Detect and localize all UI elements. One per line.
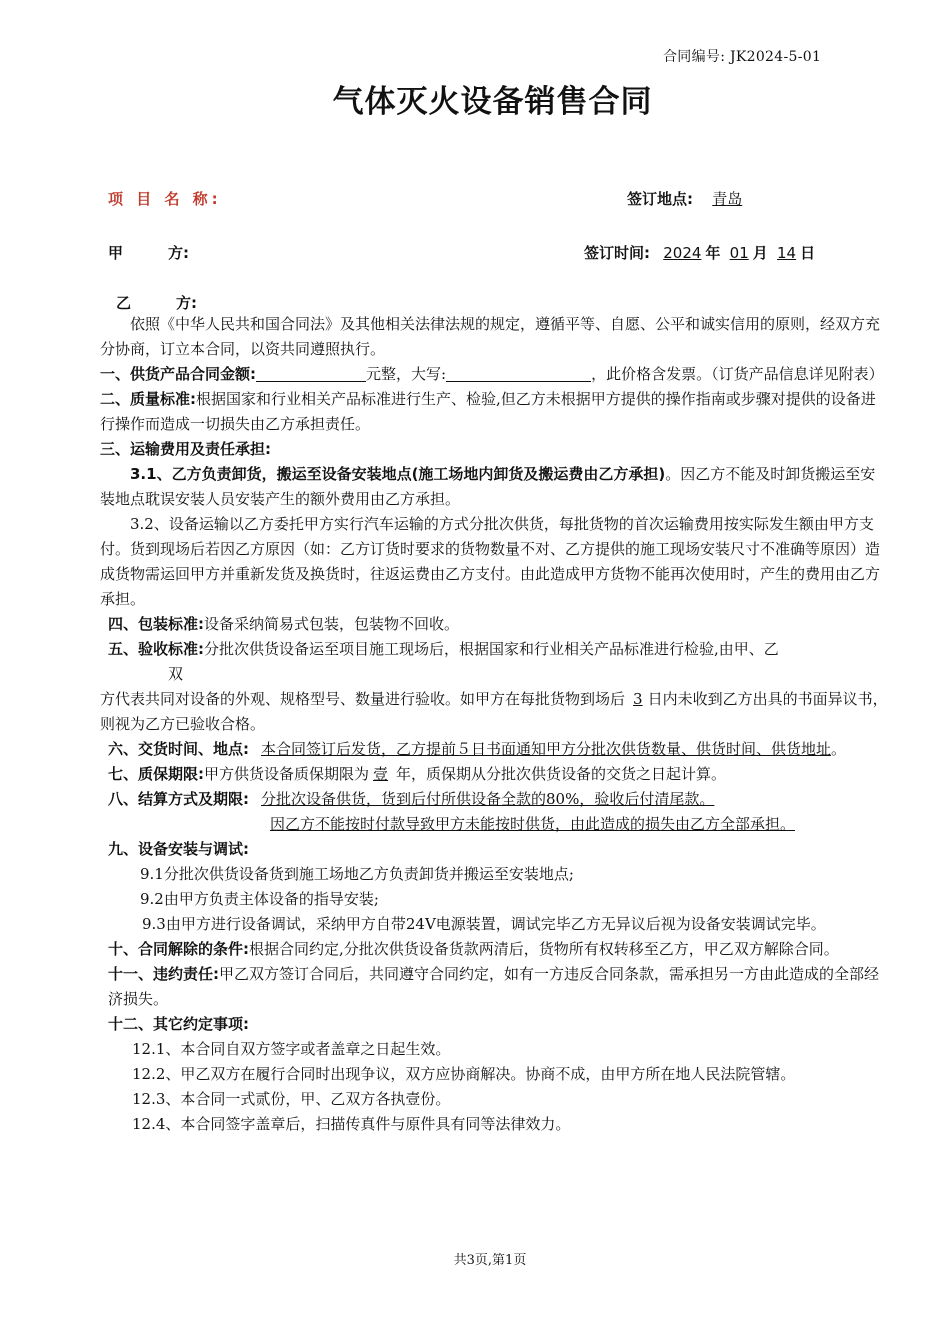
signing-month: 01 <box>729 244 749 262</box>
section-5-text3: 日内未收到乙方出具的书面异议书，则视为乙方已验收合格。 <box>100 690 888 733</box>
section-1 <box>100 362 890 387</box>
section-6-tail: 。 <box>831 740 847 758</box>
section-3-label: 三、运输费用及责任承担: <box>100 440 271 458</box>
signing-time-row <box>584 242 815 263</box>
section-2-text: 根据国家和行业相关产品标准进行生产、检验,但乙方未根据甲方提供的操作指南或步骤对提供的设备进行操作而造成一切损失由乙方承担责任。 <box>100 390 876 433</box>
signing-place-label: 签订地点: <box>627 190 693 208</box>
year-unit: 年 <box>705 244 721 262</box>
section-7-label: 七、质保期限: <box>108 765 204 783</box>
section-5-label: 五、验收标准: <box>108 640 204 658</box>
section-9-label: 九、设备安装与调试: <box>108 840 249 858</box>
section-4-label: 四、包装标准: <box>108 615 204 633</box>
signing-day: 14 <box>777 244 797 262</box>
section-9-3: 9.3由甲方进行设备调试，采纳甲方自带24V电源装置，调试完毕乙方无异议后视为设备安装调试完毕。 <box>142 915 826 933</box>
section-8-label: 八、结算方式及期限: <box>108 790 249 808</box>
section-9-2: 9.2由甲方负责主体设备的指导安装; <box>140 890 379 908</box>
contract-number: 合同编号: JK2024-5-01 <box>663 49 822 65</box>
amount-words-blank <box>446 363 591 382</box>
section-11-label: 十一、违约责任: <box>108 965 219 983</box>
contract-body <box>100 312 890 1137</box>
section-5-wrap: 双 <box>168 665 184 683</box>
section-10-label: 十、合同解除的条件: <box>108 940 249 958</box>
section-7 <box>100 762 890 787</box>
signing-place-row <box>627 188 764 209</box>
section-12-4: 12.4、本合同签字盖章后，扫描传真件与原件具有同等法律效力。 <box>132 1115 571 1133</box>
acceptance-days: 3 <box>633 690 643 708</box>
section-12-2: 12.2、甲乙双方在履行合同时出现争议，双方应协商解决。协商不成，由甲方所在地人民法院管辖。 <box>132 1065 796 1083</box>
section-8-line1: 分批次设备供货，货到后付所供设备全款的80%，验收后付清尾款。 <box>261 790 715 808</box>
section-8 <box>100 787 890 812</box>
section-11 <box>100 962 890 1012</box>
section-1-mid: 元整，大写: <box>366 365 447 383</box>
section-4-text: 设备采纳简易式包装，包装物不回收。 <box>204 615 460 633</box>
section-6-label: 六、交货时间、地点: <box>108 740 249 758</box>
project-name-label: 项 目 名 称: <box>108 190 222 208</box>
section-10 <box>100 937 890 962</box>
section-5-text2: 方代表共同对设备的外观、规格型号、数量进行验收。如甲方在每批货物到场后 <box>100 690 626 708</box>
party-a-label: 甲 方: <box>108 244 189 262</box>
page-title: 气体灭火设备销售合同 <box>332 84 653 120</box>
section-5-text1: 分批次供货设备运至项目施工现场后，根据国家和行业相关产品标准进行检验,由甲、乙 <box>204 640 779 658</box>
section-7-text1: 甲方供货设备质保期限为 <box>204 765 370 783</box>
section-6 <box>100 737 890 762</box>
signing-year: 2024 <box>663 244 702 262</box>
section-3-1-rest: 。因乙方不能及时卸货搬运至安装地点耽误安装人员安装产生的额外费用由乙方承担。 <box>100 465 876 508</box>
section-2-label: 二、质量标准: <box>100 390 196 408</box>
month-unit: 月 <box>752 244 768 262</box>
section-8-line2-row <box>100 812 890 837</box>
amount-blank <box>256 363 366 382</box>
section-5-cont <box>100 687 890 737</box>
section-11-text: 甲乙双方签订合同后，共同遵守合同约定，如有一方违反合同条款，需承担另一方由此造成的全部经济损失。 <box>108 965 880 1008</box>
section-9-1: 9.1分批次供货设备货到施工场地乙方负责卸货并搬运至安装地点; <box>140 865 574 883</box>
section-7-text2: 年，质保期从分批次供货设备的交货之日起计算。 <box>396 765 727 783</box>
section-3-1-bold: 3.1、乙方负责卸货，搬运至设备安装地点(施工场地内卸货及搬运费由乙方承担) <box>130 465 666 483</box>
section-12-1: 12.1、本合同自双方签字或者盖章之日起生效。 <box>132 1040 451 1058</box>
section-3-2: 3.2、设备运输以乙方委托甲方实行汽车运输的方式分批次供货，每批货物的首次运输费用按实际发生额由甲方支付。货到现场后若因乙方原因（如：乙方订货时要求的货物数量不对、乙方提供的施工现场安装尺寸不准确等原因）造成货物需运回甲方并重新发货及换货时，往返运费由乙方支付。由此造成甲方货物不能再次使用时，产生的费用由乙方承担。 <box>100 515 881 608</box>
day-unit: 日 <box>800 244 816 262</box>
signing-place-value: 青岛 <box>712 190 743 208</box>
section-6-text: 本合同签订后发货，乙方提前５日书面通知甲方分批次供货数量、供货时间、供货地址 <box>261 740 832 758</box>
warranty-years: 壹 <box>373 765 389 783</box>
section-12-3: 12.3、本合同一式贰份，甲、乙双方各执壹份。 <box>132 1090 451 1108</box>
intro-paragraph: 依照《中华人民共和国合同法》及其他相关法律法规的规定，遵循平等、自愿、公平和诚实信用的原则，经双方充分协商，订立本合同，以资共同遵照执行。 <box>100 315 881 358</box>
section-2 <box>100 387 890 437</box>
signing-time-label: 签订时间: <box>584 244 650 262</box>
section-12-label: 十二、其它约定事项: <box>108 1015 249 1033</box>
page-footer: 共3页,第1页 <box>453 1253 527 1268</box>
section-3-1 <box>100 462 890 512</box>
section-4 <box>100 612 890 637</box>
section-8-line2: 因乙方不能按时付款导致甲方未能按时供货，由此造成的损失由乙方全部承担。 <box>270 815 796 833</box>
section-10-text: 根据合同约定,分批次供货设备货款两清后，货物所有权转移至乙方，甲乙双方解除合同。 <box>249 940 839 958</box>
section-1-label: 一、供货产品合同金额: <box>100 365 256 383</box>
party-b-label: 乙 方: <box>116 294 197 312</box>
section-1-tail: ，此价格含发票。（订货产品信息详见附表） <box>591 365 884 383</box>
section-5 <box>100 637 890 662</box>
